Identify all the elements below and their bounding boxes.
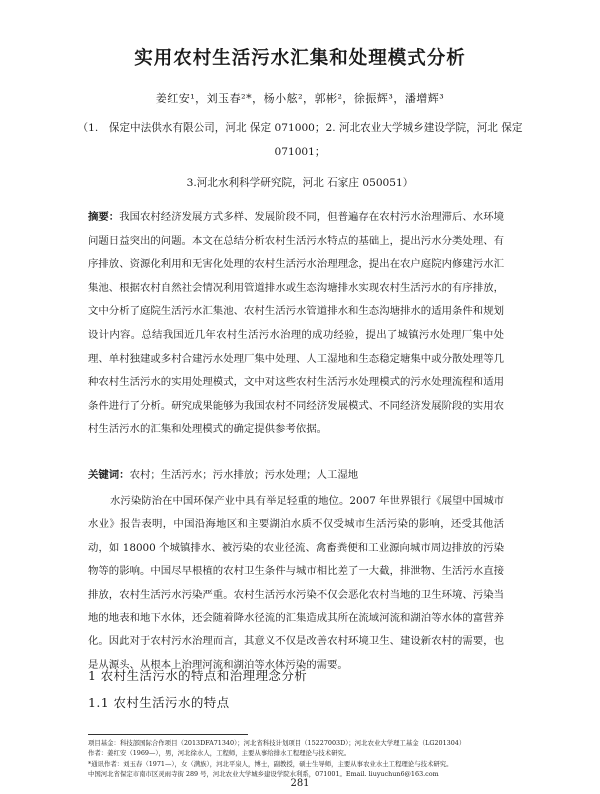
- abstract-text: 我国农村经济发展方式多样、发展阶段不同，但普遍存在农村污水治理滞后、水环境问题日益突出的问题。本文在总结分析农村生活污水特点的基础上，提出污水分类处理、有序排放、资源化利用和无害化处理的农村生活污水治理理念，提出在农户庭院内修建污水汇集池、根据农村自然社会情况利用管道排水或生态沟塘排水实现农村生活污水的有序排放，文中分析了庭院生活污水汇集池、农村生活污水管道排水和生态沟塘排水的适用条件和规划设计内容。总结我国近几年农村生活污水治理的成功经验，提出了城镇污水处理厂集中处理、单村独建或多村合建污水处理厂集中处理、人工湿地和生态稳定塘集中或分散处理等几种农村生活污水的实用处理模式，文中对这些农村生活污水处理模式的污水处理流程和适用条件进行了分析。研究成果能够为我国农村不同经济发展模式、不同经济发展阶段的实用农村生活污水的汇集和处理模式的确定提供参考依据。: [88, 211, 504, 436]
- affiliation-line-2: 3.河北水利科学研究院，河北 石家庄 050051）: [186, 177, 414, 189]
- keywords-label: 关键词：: [88, 469, 130, 481]
- page-number: 281: [290, 778, 310, 789]
- section-heading-1-1: 1.1 农村生活污水的特点: [88, 695, 230, 710]
- keywords-text: 农村；生活污水；污水排放；污水处理；人工湿地: [129, 469, 359, 481]
- footnote-funding: 项目基金：科技部国际合作项目（2013DFA71340）；河北省科技计划项目（15227003D）；河北农业大学理工基金（LG201304）: [88, 739, 466, 747]
- footnote-address: 中国河北省保定市南市区灵雨寺街 289 号，河北农业大学城乡建设学院水利系，071001。Email. liuyuchun6@163.com: [88, 770, 439, 779]
- footnotes: [88, 738, 508, 780]
- footnote-corresponding-author: *通讯作者：刘玉春（1971—），女（满族），河北平泉人，博士，副教授，硕士生导师，主要从事农业水土工程理论与技术研究。: [88, 759, 453, 768]
- section-heading-1: 1 农村生活污水的特点和治理理念分析: [88, 668, 308, 683]
- abstract-label: 摘要：: [88, 211, 120, 223]
- footnote-divider: [88, 734, 248, 735]
- abstract: [88, 206, 504, 442]
- author-list: 姜红安¹，刘玉春²*，杨小舷²，郭彬²，徐振辉³，潘增辉³: [155, 92, 445, 105]
- keywords: [88, 464, 504, 486]
- paper-title: 实用农村生活污水汇集和处理模式分析: [134, 48, 466, 69]
- footnote-author: 作者：姜红安（1969—），男，河北徐水人，工程师，主要从事给排水工程理论与技术研究。: [88, 749, 351, 758]
- intro-paragraph: 水污染防治在中国环保产业中具有举足轻重的地位。2007 年世界银行《展望中国城市水业》报告表明，中国沿海地区和主要湖泊水质不仅受城市生活污染的影响，还受其他活动，如 18000 个城镇排水、被污染的农业径流、禽畜粪便和工业源向城市周边排放的污染物等的影响。中国尽早根植的农村卫生条件与城市相比差了一大截，排泄物、生活污水直接排放，农村生活污水污染严重。农村生活污水污染不仅会恶化农村当地的卫生环境、污染当地的地表和地下水体，还会随着降水径流的汇集造成其所在流域河流和湖泊等水体的富营养化。因此对于农村污水治理而言，其意义不仅是改善农村环境卫生、建设新农村的需要，也是从源头、从根本上治理河流和湖泊等水体污染的需要。: [88, 495, 504, 671]
- affiliation-line-1: （1. 保定中法供水有限公司，河北 保定 071000；2. 河北农业大学城乡建设学院，河北 保定 071001；: [77, 122, 523, 158]
